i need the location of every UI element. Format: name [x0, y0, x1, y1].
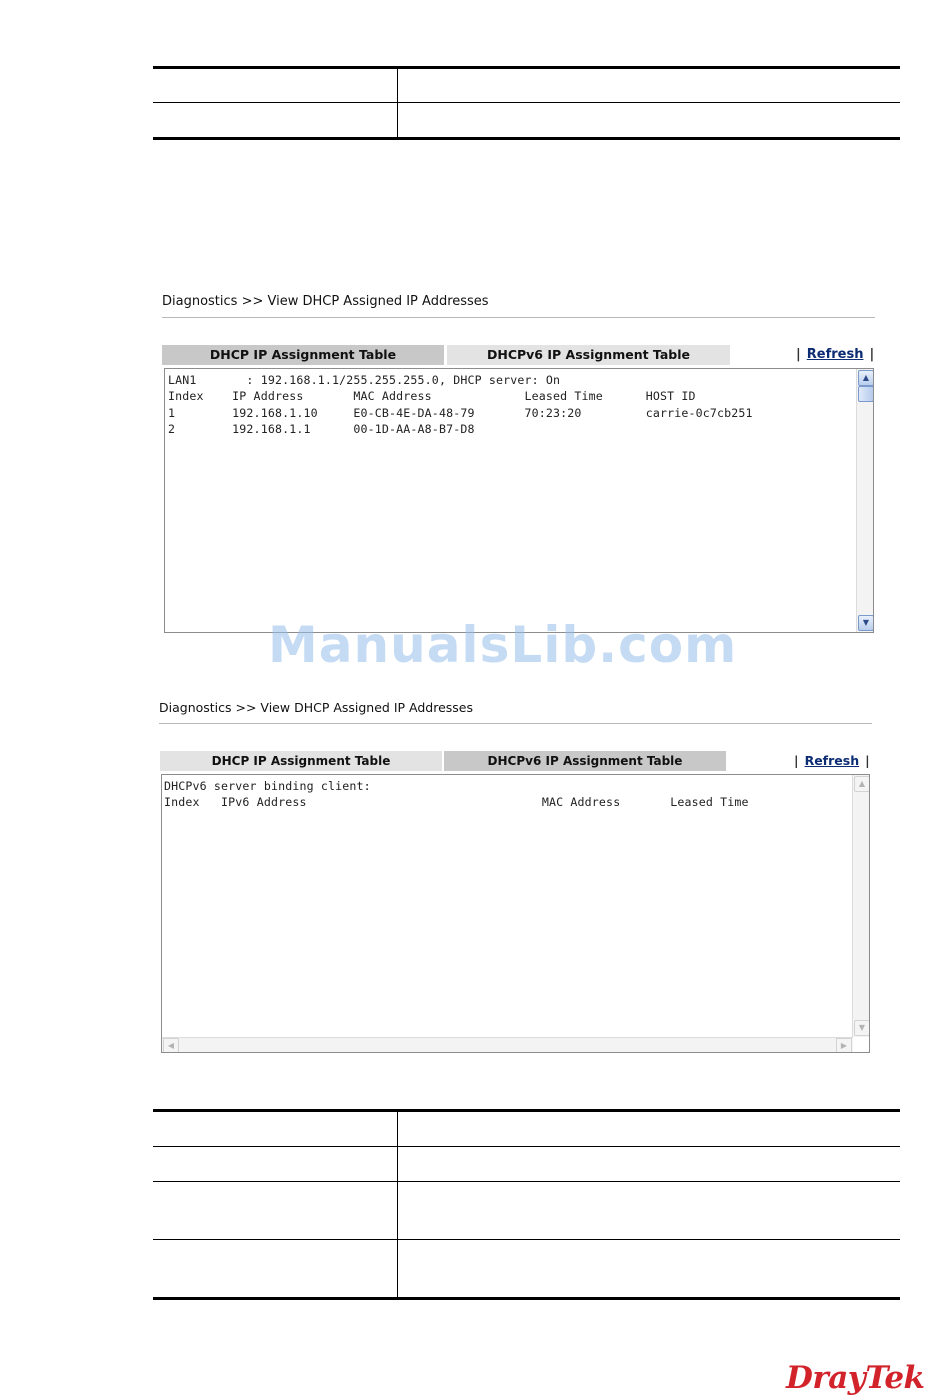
horizontal-scrollbar[interactable] — [162, 1037, 853, 1052]
table-rule — [153, 1109, 900, 1112]
table-rule — [153, 1146, 900, 1147]
table-rule — [153, 1181, 900, 1182]
scroll-up-icon[interactable]: ▲ — [854, 776, 870, 792]
refresh-link[interactable]: Refresh — [804, 753, 860, 768]
tab-dhcp-ip-assignment[interactable]: DHCP IP Assignment Table — [160, 751, 442, 771]
refresh-link[interactable]: Refresh — [806, 347, 864, 362]
table-rule — [153, 1239, 900, 1240]
table-divider — [397, 1109, 398, 1299]
tab-dhcpv6-ip-assignment[interactable]: DHCPv6 IP Assignment Table — [444, 751, 726, 771]
console-text: LAN1 : 192.168.1.1/255.255.255.0, DHCP server: On Index IP Address MAC Address Leased Time HOST ID 1 192.168.1.10 E0-CB-4E-DA-48-79 70:23:20 carrie-0c7cb251 2 192.168.1.1 00-1D-AA-A8-B7-D8 — [168, 373, 753, 436]
tab-dhcpv6-ip-assignment[interactable]: DHCPv6 IP Assignment Table — [447, 345, 730, 365]
table-divider — [397, 66, 398, 139]
table-rule — [153, 1297, 900, 1300]
dhcp-table-console[interactable] — [164, 368, 874, 633]
table-rule — [153, 137, 900, 140]
refresh-group — [794, 753, 870, 768]
separator: | — [869, 347, 875, 362]
separator: | — [794, 753, 799, 768]
scroll-down-icon[interactable]: ▼ — [854, 1020, 870, 1036]
breadcrumb-underline — [159, 723, 872, 724]
scroll-left-icon[interactable]: ◀ — [163, 1038, 179, 1053]
watermark: ManualsLib.com — [268, 616, 738, 674]
dhcpv6-table-console[interactable] — [161, 774, 870, 1053]
scroll-right-icon[interactable]: ▶ — [836, 1038, 852, 1053]
table-rule — [153, 66, 900, 69]
scroll-down-icon[interactable]: ▼ — [858, 615, 874, 631]
separator: | — [865, 753, 870, 768]
refresh-group — [796, 347, 874, 362]
console-text: DHCPv6 server binding client: Index IPv6 Address MAC Address Leased Time — [164, 779, 749, 810]
scrollbar-thumb[interactable] — [858, 386, 874, 402]
scroll-up-icon[interactable]: ▲ — [858, 370, 874, 386]
table-rule — [153, 102, 900, 103]
vertical-scrollbar[interactable] — [852, 775, 869, 1037]
breadcrumb-underline — [162, 317, 875, 318]
draytek-logo: DrayTek — [786, 1360, 925, 1396]
vertical-scrollbar[interactable] — [856, 369, 873, 632]
tab-dhcp-ip-assignment[interactable]: DHCP IP Assignment Table — [162, 345, 444, 365]
breadcrumb: Diagnostics >> View DHCP Assigned IP Addresses — [159, 700, 474, 715]
breadcrumb: Diagnostics >> View DHCP Assigned IP Addresses — [162, 294, 489, 309]
separator: | — [796, 347, 801, 362]
